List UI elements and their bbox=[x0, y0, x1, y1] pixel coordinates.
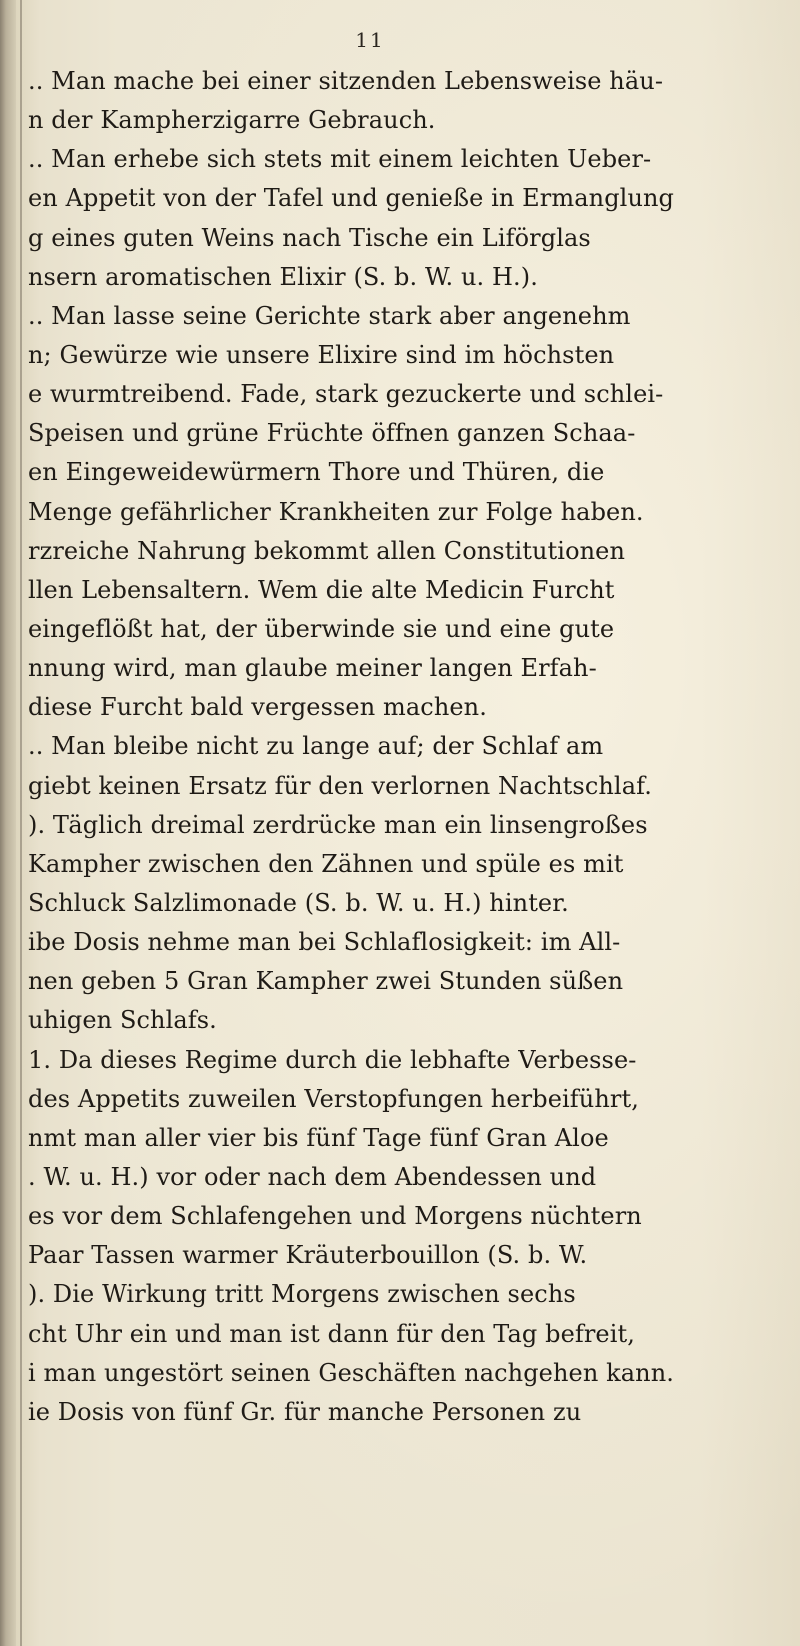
text-line: nen geben 5 Gran Kampher zwei Stunden süßen bbox=[28, 967, 624, 996]
text-line: diese Furcht bald vergessen machen. bbox=[28, 693, 487, 722]
text-line: nsern aromatischen Elixir (S. b. W. u. H.). bbox=[28, 262, 538, 291]
text-line: .. Man bleibe nicht zu lange auf; der Schlaf am bbox=[28, 732, 604, 761]
text-line: nmt man aller vier bis fünf Tage fünf Gran Aloe bbox=[28, 1123, 609, 1152]
text-line: Schluck Salzlimonade (S. b. W. u. H.) hinter. bbox=[28, 888, 569, 917]
text-line: n der Kampherzigarre Gebrauch. bbox=[28, 106, 436, 135]
gutter-line bbox=[20, 0, 22, 1646]
text-line: en Eingeweidewürmern Thore und Thüren, die bbox=[28, 458, 605, 487]
text-line: .. Man lasse seine Gerichte stark aber angenehm bbox=[28, 301, 631, 330]
text-line: Speisen und grüne Früchte öffnen ganzen Schaa- bbox=[28, 419, 636, 448]
text-line: i man ungestört seinen Geschäften nachgehen kann. bbox=[28, 1358, 675, 1387]
text-line: rzreiche Nahrung bekommt allen Constitutionen bbox=[28, 536, 626, 565]
text-line: cht Uhr ein und man ist dann für den Tag befreit, bbox=[28, 1319, 635, 1348]
text-line: Menge gefährlicher Krankheiten zur Folge haben. bbox=[28, 497, 644, 526]
text-line: 1. Da dieses Regime durch die lebhafte Verbesse- bbox=[28, 1045, 637, 1074]
text-line: giebt keinen Ersatz für den verlornen Nachtschlaf. bbox=[28, 771, 652, 800]
text-line: e wurmtreibend. Fade, stark gezuckerte und schlei- bbox=[28, 380, 664, 409]
text-line: en Appetit von der Tafel und genieße in Ermanglung bbox=[28, 184, 675, 213]
text-line: eingeflößt hat, der überwinde sie und eine gute bbox=[28, 614, 615, 643]
text-line: ibe Dosis nehme man bei Schlaflosigkeit: im All- bbox=[28, 928, 621, 957]
text-line: .. Man mache bei einer sitzenden Lebensweise häu- bbox=[28, 67, 664, 95]
page-number: 11 bbox=[355, 28, 385, 52]
text-line: .. Man erhebe sich stets mit einem leichten Ueber- bbox=[28, 145, 652, 174]
text-line: n; Gewürze wie unsere Elixire sind im höchsten bbox=[28, 340, 615, 369]
text-line: des Appetits zuweilen Verstopfungen herbeiführt, bbox=[28, 1084, 639, 1113]
book-spine-shadow bbox=[0, 0, 16, 1646]
text-line: ). Täglich dreimal zerdrücke man ein linsengroßes bbox=[28, 810, 648, 839]
body-text bbox=[28, 62, 788, 1432]
text-line: nnung wird, man glaube meiner langen Erfah- bbox=[28, 654, 597, 683]
text-line: g eines guten Weins nach Tische ein Liförglas bbox=[28, 223, 591, 252]
text-line: Kampher zwischen den Zähnen und spüle es mit bbox=[28, 849, 624, 878]
text-line: ). Die Wirkung tritt Morgens zwischen sechs bbox=[28, 1280, 576, 1309]
text-line: llen Lebensaltern. Wem die alte Medicin Furcht bbox=[28, 575, 615, 604]
text-line: uhigen Schlafs. bbox=[28, 1006, 217, 1035]
text-line: Paar Tassen warmer Kräuterbouillon (S. b. W. bbox=[28, 1241, 588, 1270]
text-line: . W. u. H.) vor oder nach dem Abendessen und bbox=[28, 1162, 597, 1191]
text-line: es vor dem Schlafengehen und Morgens nüchtern bbox=[28, 1202, 642, 1231]
text-line: ie Dosis von fünf Gr. für manche Personen zu bbox=[28, 1397, 582, 1426]
